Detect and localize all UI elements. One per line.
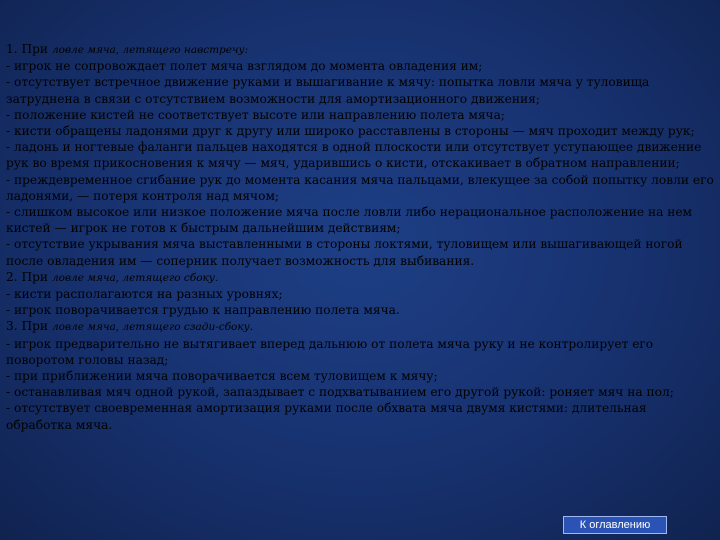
section-3-title: ловле мяча, летящего сзади-сбоку.	[51, 321, 254, 334]
section-1-item: - кисти обращены ладонями друг к другу или широко расставлены в стороны — мяч проходит между рук;	[6, 124, 695, 139]
section-1-item: - отсутствие укрывания мяча выставленными в стороны локтями, туловищем или вышагивающей ногой после овладения им — соперник получает возможность для выбивания.	[6, 237, 683, 268]
section-1-number: 1. При	[6, 42, 49, 56]
section-2-heading	[6, 269, 714, 286]
section-3-heading	[6, 318, 714, 335]
section-1-title: ловле мяча, летящего навстречу:	[51, 44, 249, 56]
section-1-heading	[6, 41, 714, 58]
section-1-item: - слишком высокое или низкое положение мяча после ловли либо нерациональное расположение на нем кистей — игрок не готов к быстрым дальнейшим действиям;	[6, 205, 693, 236]
section-3-item: - игрок предварительно не вытягивает вперед дальнюю от полета мяча руку и не контролирует его поворотом головы назад;	[6, 336, 654, 367]
back-to-contents-button[interactable]: К оглавлению	[563, 516, 667, 534]
section-1-item: - отсутствует встречное движение руками и вышагивание к мячу: попытка ловли мяча у туловища затруднена в связи с отсутствием возможности для амортизационного движения;	[6, 75, 650, 106]
section-1-item: - преждевременное сгибание рук до момента касания мяча пальцами, влекущее за собой попытку ловли его ладонями, — потеря контроля над мячом;	[6, 172, 714, 203]
section-3-number: 3. При	[6, 319, 49, 334]
section-1-item: - игрок не сопровождает полет мяча взглядом до момента овладения им;	[6, 59, 483, 74]
section-2-number: 2. При	[6, 269, 49, 284]
section-3-item: - останавливая мяч одной рукой, запаздывает с подхватыванием его другой рукой: роняет мяч на пол;	[6, 385, 674, 400]
section-2-item: - кисти располагаются на разных уровнях;	[6, 287, 283, 302]
section-2-item: - игрок поворачивается грудью к направлению полета мяча.	[6, 303, 400, 318]
section-3-item: - при приближении мяча поворачивается всем туловищем к мячу;	[6, 369, 438, 384]
section-1-item: - положение кистей не соответствует высоте или направлению полета мяча;	[6, 107, 505, 122]
section-3-item: - отсутствует своевременная амортизация руками после обхвата мяча двумя кистями: длительная обработка мяча.	[6, 401, 647, 432]
section-1-item: - ладонь и ногтевые фаланги пальцев находятся в одной плоскости или отсутствует уступающее движение рук во время прикосновения к мячу — мяч, ударившись о кисти, отскакивает в обратном направлении;	[6, 140, 702, 171]
slide-text	[6, 41, 714, 433]
section-2-title: ловле мяча, летящего сбоку.	[51, 271, 219, 284]
